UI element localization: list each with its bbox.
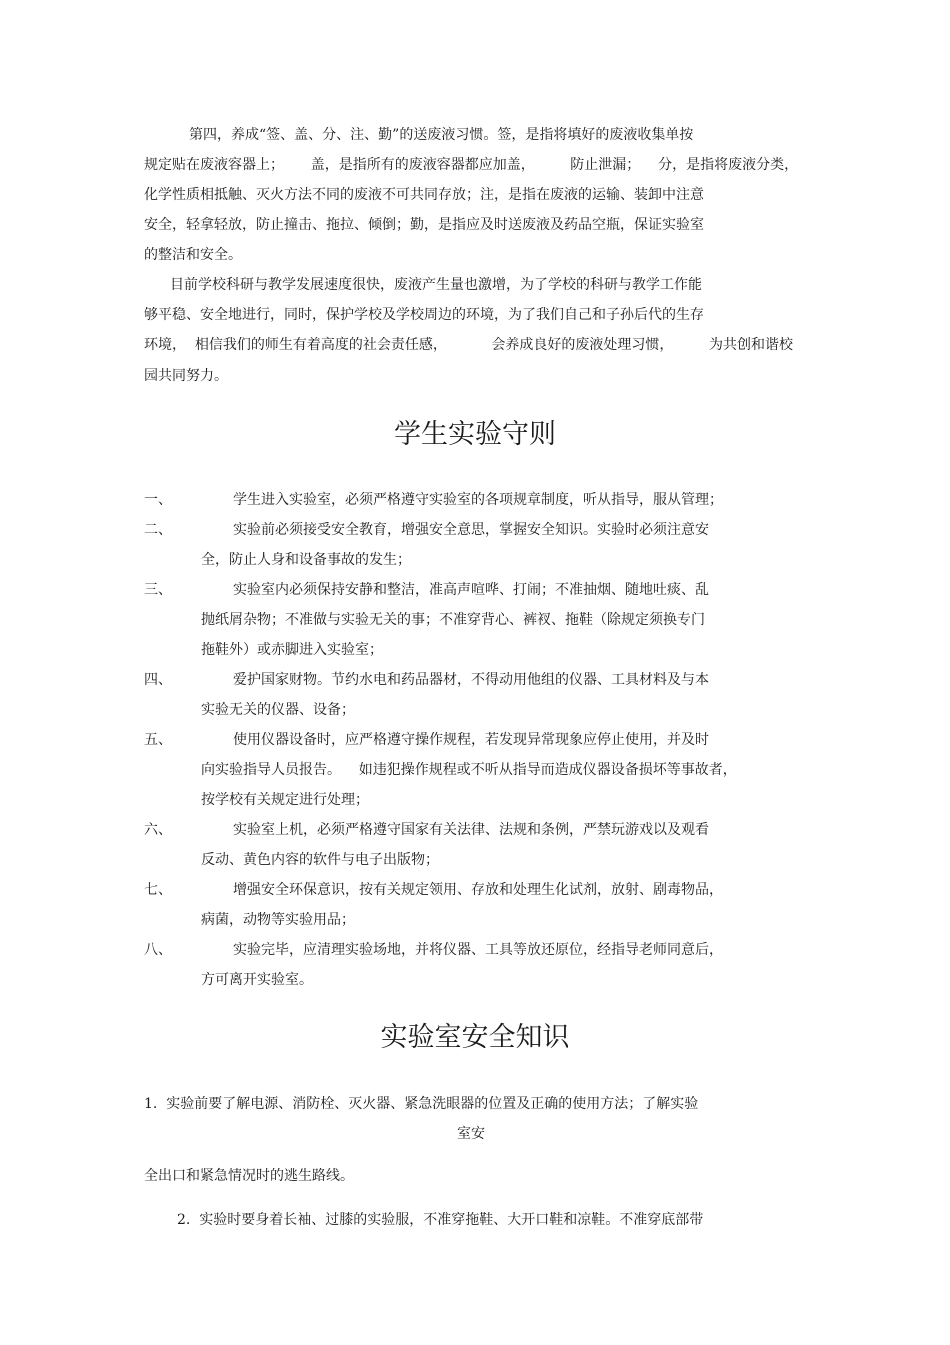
rule-2-line-1: 实验前必须接受安全教育，增强安全意思，掌握安全知识。实验时必须注意安	[233, 522, 709, 538]
rule-7-line-2: 病菌，动物等实验用品；	[201, 912, 355, 928]
rule-4-number: 四、	[144, 672, 172, 688]
rule-5-line-1: 使用仪器设备时，应严格遵守操作规程，若发现异常现象应停止使用，并及时	[233, 732, 709, 748]
rule-3-line-1: 实验室内必须保持安静和整洁，准高声喧哗、打闹；不准抽烟、随地吐痰、乱	[233, 582, 709, 598]
rule-1-line-1: 学生进入实验室，必须严格遵守实验室的各项规章制度，听从指导，服从管理；	[233, 492, 723, 508]
intro-p2-line-2: 够平稳、安全地进行，同时，保护学校及学校周边的环境，为了我们自己和子孙后代的生存	[144, 307, 704, 323]
rule-8-line-1: 实验完毕，应清理实验场地，并将仪器、工具等放还原位，经指导老师同意后，	[233, 942, 723, 958]
rule-7-line-1: 增强安全环保意识，按有关规定领用、存放和处理生化试剂，放射、剧毒物品，	[233, 882, 723, 898]
intro-p1-line-1: 第四，养成“签、盖、分、注、勤”的送废液习惯。签，是指将填好的废液收集单按	[189, 127, 694, 143]
rule-2-line-2: 全，防止人身和设备事故的发生；	[201, 552, 411, 568]
rule-8-number: 八、	[144, 942, 172, 958]
intro-p1-line-3: 化学性质相抵触、灭火方法不同的废液不可共同存放；注，是指在废液的运输、装卸中注意	[144, 187, 704, 203]
rule-8-line-2: 方可离开实验室。	[201, 972, 313, 988]
intro-p1-line-2: 规定贴在废液容器上； 盖，是指所有的废液容器都应加盖， 防止泄漏； 分，是指将废液分类，	[144, 157, 799, 173]
rules-title: 学生实验守则	[394, 419, 556, 450]
intro-p1-line-5: 的整洁和安全。	[144, 247, 242, 263]
safety-item-1-line-2: 室安	[457, 1126, 485, 1142]
rule-1-number: 一、	[144, 492, 172, 508]
rule-7-number: 七、	[144, 882, 172, 898]
safety-item-1-line-1: 1. 实验前要了解电源、消防栓、灭火器、紧急洗眼器的位置及正确的使用方法；了解实验	[144, 1096, 699, 1112]
rule-2-number: 二、	[144, 522, 172, 538]
rule-3-number: 三、	[144, 582, 172, 598]
rule-5-line-2: 向实验指导人员报告。 如违犯操作规程或不听从指导而造成仪器设备损坏等事故者，	[201, 762, 737, 778]
safety-title: 实验室安全知识	[380, 1022, 570, 1053]
safety-item-2-line-1: 2. 实验时要身着长袖、过膝的实验服，不准穿拖鞋、大开口鞋和凉鞋。不准穿底部带	[177, 1212, 704, 1228]
rule-5-line-3: 按学校有关规定进行处理；	[201, 792, 369, 808]
rule-4-line-2: 实验无关的仪器、设备；	[201, 702, 355, 718]
intro-p2-line-4: 园共同努力。	[144, 368, 228, 384]
rule-6-line-1: 实验室上机，必须严格遵守国家有关法律、法规和条例，严禁玩游戏以及观看	[233, 822, 709, 838]
rule-4-line-1: 爱护国家财物。节约水电和药品器材，不得动用他组的仪器、工具材料及与本	[233, 672, 709, 688]
rule-6-line-2: 反动、黄色内容的软件与电子出版物；	[201, 852, 439, 868]
intro-p2-line-1: 目前学校科研与教学发展速度很快，废液产生量也激增，为了学校的科研与教学工作能	[170, 277, 702, 293]
intro-p1-line-4: 安全，轻拿轻放，防止撞击、拖拉、倾倒；勤，是指应及时送废液及药品空瓶，保证实验室	[144, 217, 704, 233]
rule-5-number: 五、	[144, 732, 172, 748]
rule-3-line-2: 抛纸屑杂物；不准做与实验无关的事；不准穿背心、裤衩、拖鞋（除规定须换专门	[201, 612, 705, 628]
rule-6-number: 六、	[144, 822, 172, 838]
intro-p2-line-3: 环境， 相信我们的师生有着高度的社会责任感， 会养成良好的废液处理习惯， 为共创和谐校	[144, 337, 794, 353]
rule-3-line-3: 拖鞋外）或赤脚进入实验室；	[201, 642, 383, 658]
safety-item-1-line-3: 全出口和紧急情况时的逃生路线。	[144, 1168, 354, 1184]
